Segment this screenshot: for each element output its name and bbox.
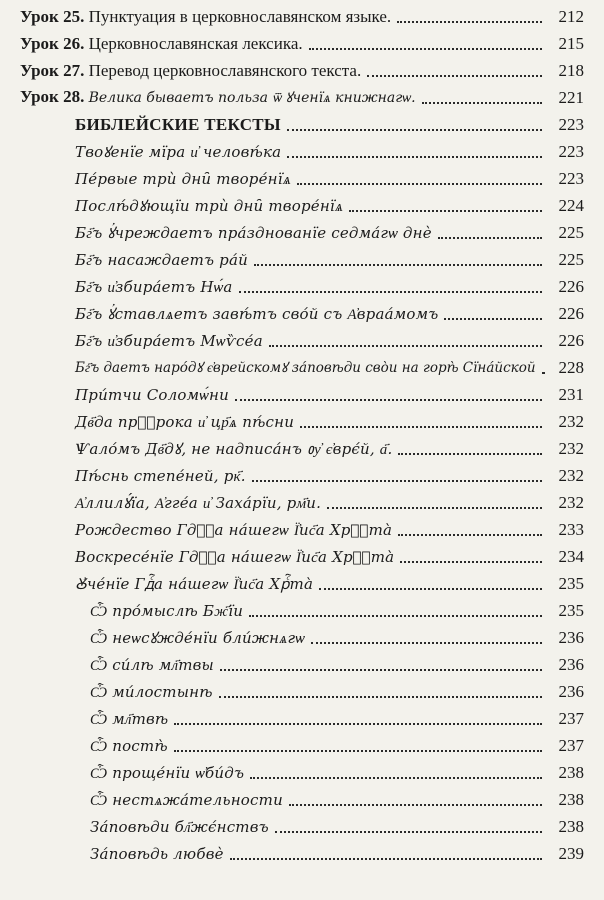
leader-dots [438,237,542,239]
leader-dots [309,48,542,50]
toc-entry-title: Ѽ неѡсꙋжде́нїи бли́жнѧгѡ [90,629,306,647]
toc-subentry [0,648,604,675]
toc-entry [0,243,604,270]
toc-entry-title [20,7,391,27]
toc-entry-title: Ѽ ми́лостынѣ [90,683,213,701]
toc-entry [0,216,604,243]
leader-dots [349,210,542,212]
toc-page-number: 232 [558,439,584,458]
toc-entry-title: Бг҃ъ и҆збира́етъ Нѡ́а [75,278,233,296]
toc-page-number: 224 [558,196,584,215]
leader-dots [398,453,542,455]
toc-page-number: 239 [558,844,584,863]
toc-entry-title: Ꙋ҆че́нїе Гдⷭ҇а на́шегѡ Ї҆ис҃а Хрⷭ҇та̀ [75,575,314,593]
toc-subentry [0,729,604,756]
toc-entry [0,567,604,594]
toc-page-number: 223 [558,115,584,134]
toc-subentry [0,594,604,621]
lesson-title: Велика бываетъ польза ѿ ꙋченїѧ книжнагѡ. [88,90,416,106]
toc-entry-title: Ѽ мл҃твѣ [90,710,169,728]
leader-dots [289,804,542,806]
toc-subentry [0,837,604,864]
leader-dots [275,831,542,833]
toc-section-heading [0,108,604,135]
toc-page-number: 215 [558,34,584,53]
leader-dots [367,75,542,77]
toc-page-number: 225 [558,223,584,242]
toc-page-number: 223 [558,142,584,161]
toc-page-number: 226 [558,304,584,323]
toc-page-number: 233 [558,520,584,539]
toc-page-number: 235 [558,574,584,593]
toc-page-number: 226 [558,331,584,350]
toc-entry-title: Бг҃ъ и҆збира́етъ Мѡѷсе́а [75,332,263,350]
leader-dots [311,642,542,644]
leader-dots [422,102,542,104]
toc-page-number: 236 [558,682,584,701]
toc-page-number: 238 [558,817,584,836]
leader-dots [239,291,542,293]
toc-page-number: 234 [558,547,584,566]
toc-entry [0,297,604,324]
toc-entry-title [20,61,361,81]
toc-entry-title: Твоꙋенїе мїра и҆ человѣ́ка [75,143,282,161]
leader-dots [220,669,542,671]
leader-dots [297,183,542,185]
leader-dots [287,156,542,158]
section-title: БИБЛЕЙСКИЕ ТЕКСТЫ [75,115,281,134]
toc-page-number: 212 [558,7,584,26]
toc-entry-title: При́тчи Соломѡ́ни [75,386,229,404]
toc-page-number: 223 [558,169,584,188]
toc-entry-title: Бг҃ъ ꙋ҆ставлѧетъ завѣ́тъ сво́й съ А҆враа́момъ [75,305,439,323]
lesson-title: Перевод церковнославянского текста. [88,61,362,80]
lesson-number: Урок 26. [20,34,85,53]
lesson-number: Урок 27. [20,61,85,80]
leader-dots [400,561,542,563]
toc-entry [0,405,604,432]
leader-dots [300,426,542,428]
toc-entry [0,351,604,378]
toc-entry-title: Бг҃ъ ꙋ҆чреждаетъ пра́зднованїе седма́гѡ днѐ [75,224,432,242]
toc-page-number: 238 [558,763,584,782]
toc-entry-title [20,87,416,108]
toc-page-number: 225 [558,250,584,269]
lesson-number: Урок 28. [20,87,85,106]
toc-page-number: 221 [558,88,584,107]
toc-page-number: 218 [558,61,584,80]
toc-page-number: 231 [558,385,584,404]
toc-subentry [0,675,604,702]
toc-entry-title: А҆ллилꙋ́їа, А҆гге́а и҆ Заха́рїи, рм҃и. [75,494,322,512]
lesson-title: Пунктуация в церковнославянском языке. [88,7,392,26]
toc-page-number: 232 [558,412,584,431]
lesson-number: Урок 25. [20,7,85,26]
lesson-title: Церковнославянская лексика. [88,34,303,53]
toc-entry-title: Дв҃да прⷪ҇рока и҆ цр҃ѧ пѣ́сни [75,413,295,431]
toc-entry-title: Послѣ́дꙋющїи трѝ дни̑ творе́нїѧ [75,197,344,215]
leader-dots [398,534,542,536]
toc-entry [0,540,604,567]
toc-entry-title: Ѽ си́лѣ мл҃твы [90,656,214,674]
toc-entry-title: Ѽ проще́нїи ѡ҆би́дъ [90,764,245,782]
toc-entry [0,189,604,216]
toc-entry-title: Ѽ постѣ̀ [90,737,168,755]
toc-page-number: 228 [558,358,584,377]
toc-subentry [0,810,604,837]
leader-dots [219,696,542,698]
leader-dots [327,507,542,509]
leader-dots [444,318,542,320]
leader-dots [249,615,542,617]
toc-entry-title: Ѱало́мъ Дв҃дꙋ, не надписа́нъ ᲂу҆ є҆врє́й, а҃. [75,440,393,458]
leader-dots [269,345,542,347]
toc-page-number: 235 [558,601,584,620]
toc-subentry [0,621,604,648]
leader-dots [287,129,542,131]
toc-entry-title: Ѽ про́мыслѣ Бж҃їи [90,602,244,620]
leader-dots [174,723,542,725]
toc-entry-title: Рождество Гдⷭ҇а на́шегѡ Ї҆ис҃а Хрⷭ҇та̀ [75,521,393,539]
toc-page-number: 232 [558,466,584,485]
leader-dots [235,399,542,401]
toc-entry [0,513,604,540]
toc-entry-title: Бг҃ъ даетъ наро́дꙋ є҆врейскомꙋ за́повѣди сво̀и на горѣ̀ Сїна́йской [75,360,536,376]
toc-entry [0,486,604,513]
toc-page-number: 236 [558,628,584,647]
toc-entry [0,432,604,459]
toc-entry [0,324,604,351]
toc-entry [0,162,604,189]
toc-page-number: 238 [558,790,584,809]
leader-dots [319,588,542,590]
toc-page-number: 236 [558,655,584,674]
toc-entry [0,54,604,81]
leader-dots [174,750,542,752]
toc-entry [0,459,604,486]
leader-dots [230,858,542,860]
toc-entry [0,81,604,108]
toc-entry [0,378,604,405]
leader-dots [254,264,542,266]
leader-dots [250,777,542,779]
toc-entry-title: Ѽ нестѧжа́тельности [90,791,283,809]
toc-page-number: 237 [558,736,584,755]
toc-entry-title: Пѣ́снь степе́ней, рк҃. [75,467,246,485]
toc-entry-title [20,34,303,54]
leader-dots [252,480,542,482]
leader-dots [397,21,542,23]
toc-entry-title: Бг҃ъ насаждаетъ ра́й [75,251,248,269]
toc-entry [0,27,604,54]
toc-entry [0,0,604,27]
toc-subentry [0,783,604,810]
toc-entry-title: За́повѣдь любвѐ [90,845,224,863]
toc-subentry [0,702,604,729]
toc-page-number: 232 [558,493,584,512]
toc-entry-title: За́повѣди бл҃жє́нствъ [90,818,269,836]
toc-entry [0,270,604,297]
toc-subentry [0,756,604,783]
toc-page-number: 226 [558,277,584,296]
toc-entry-title: Пе́рвые трѝ дни̑ творе́нїѧ [75,170,292,188]
toc-entry [0,135,604,162]
toc-page-number: 237 [558,709,584,728]
toc-entry-title: Воскресе́нїе Гдⷭ҇а на́шегѡ Ї҆ис҃а Хрⷭ҇та̀ [75,548,395,566]
